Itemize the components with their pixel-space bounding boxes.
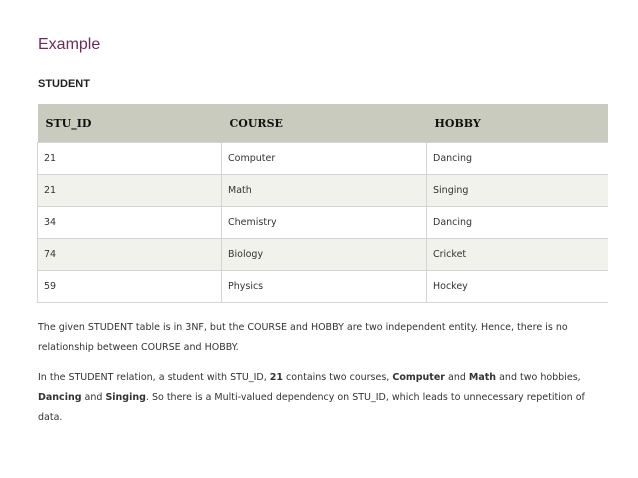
table-row — [38, 143, 608, 175]
cell-hobby: Dancing — [427, 207, 608, 239]
cell-course: Biology — [222, 239, 427, 271]
cell-hobby: Hockey — [427, 271, 608, 303]
cell-course: Physics — [222, 271, 427, 303]
paragraph-text: In the STUDENT relation, a student with STU_ID, — [38, 372, 270, 383]
paragraph-text: and — [444, 372, 469, 383]
cell-course: Math — [222, 175, 427, 207]
table-row — [38, 207, 608, 239]
cell-stu-id: 59 — [38, 271, 222, 303]
cell-hobby: Singing — [427, 175, 608, 207]
bold-term-computer: Computer — [392, 372, 445, 383]
column-header-hobby: HOBBY — [427, 104, 608, 143]
cell-hobby: Dancing — [427, 143, 608, 175]
cell-stu-id: 21 — [38, 175, 222, 207]
bold-term-math: Math — [468, 372, 497, 383]
cell-stu-id: 74 — [38, 239, 222, 271]
table-row — [38, 175, 608, 207]
explanation-paragraph-1: The given STUDENT table is in 3NF, but the COURSE and HOBBY are two independent entity. Hence, there is no relationship between COURSE and HOBBY. — [38, 322, 568, 353]
section-heading: Example — [38, 36, 101, 53]
cell-course: Chemistry — [222, 207, 427, 239]
paragraph-text: contains two courses, — [283, 372, 393, 383]
bold-term-singing: Singing — [105, 392, 146, 403]
column-header-course: COURSE — [222, 104, 427, 143]
explanation-paragraph-2 — [38, 368, 602, 428]
paragraph-text: and two hobbies, — [496, 372, 581, 383]
bold-term-stu-id-value: 21 — [269, 372, 284, 383]
table-title: STUDENT — [38, 78, 90, 90]
table-row — [38, 239, 608, 271]
cell-course: Computer — [222, 143, 427, 175]
table-header-row — [38, 104, 608, 143]
cell-stu-id: 34 — [38, 207, 222, 239]
cell-stu-id: 21 — [38, 143, 222, 175]
paragraph-text: and — [81, 392, 106, 403]
column-header-stu-id: STU_ID — [38, 104, 222, 143]
paragraph-text: . So there is a Multi-valued dependency on STU_ID, which leads to unnecessary repetition of data. — [38, 392, 585, 423]
student-table — [37, 104, 608, 303]
table-row — [38, 271, 608, 303]
bold-term-dancing: Dancing — [38, 392, 82, 403]
cell-hobby: Cricket — [427, 239, 608, 271]
